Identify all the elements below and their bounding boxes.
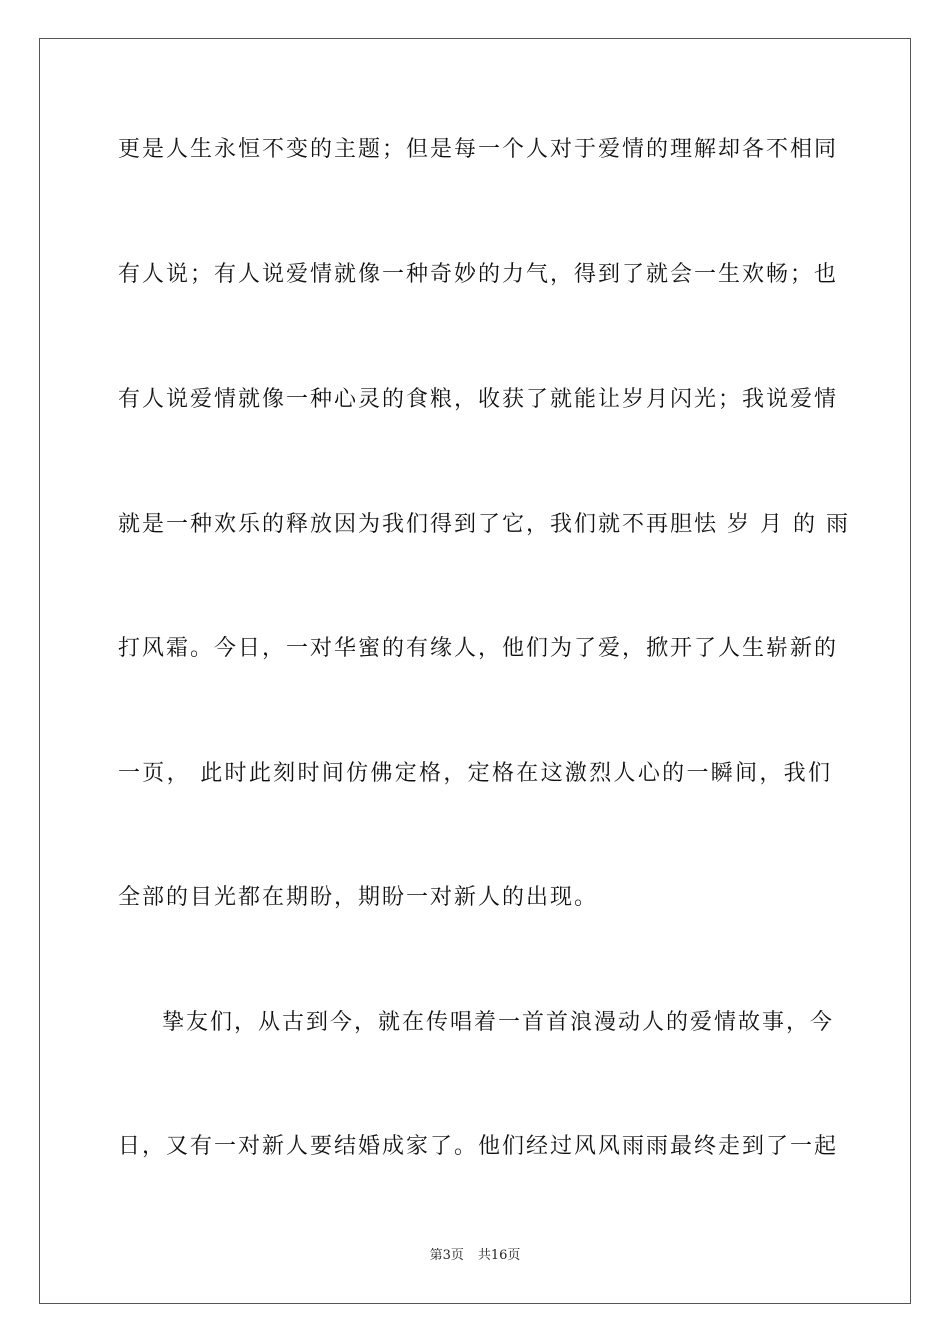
page-footer [0,1246,950,1266]
body-text-line-7: 全部的目光都在期盼，期盼一对新人的出现。 [118,885,599,910]
body-text-line-2: 有人说；有人说爱情就像一种奇妙的力气，得到了就会一生欢畅；也 [118,262,839,287]
body-text-line-5: 打风霜。今日，一对华蜜的有缘人，他们为了爱，掀开了人生崭新的 [118,636,839,661]
body-text-line-8: 挚友们，从古到今，就在传唱着一首首浪漫动人的爱情故事，今 [162,1010,835,1035]
body-text-line-4: 就是一种欢乐的释放因为我们得到了它，我们就不再胆怯 岁 月 的 雨 [118,512,850,537]
body-text-line-9: 日，又有一对新人要结婚成家了。他们经过风风雨雨最终走到了一起 [118,1134,839,1159]
page-total: 共16页 [477,1248,521,1263]
page-border [39,38,911,1304]
body-text-line-3: 有人说爱情就像一种心灵的食粮，收获了就能让岁月闪光；我说爱情 [118,387,839,412]
page-number: 第3页 [429,1248,464,1263]
body-text-line-1: 更是人生永恒不变的主题；但是每一个人对于爱情的理解却各不相同 [118,137,839,162]
body-text-line-6: 一页， 此时此刻时间仿佛定格，定格在这激烈人心的一瞬间，我们 [118,761,832,786]
